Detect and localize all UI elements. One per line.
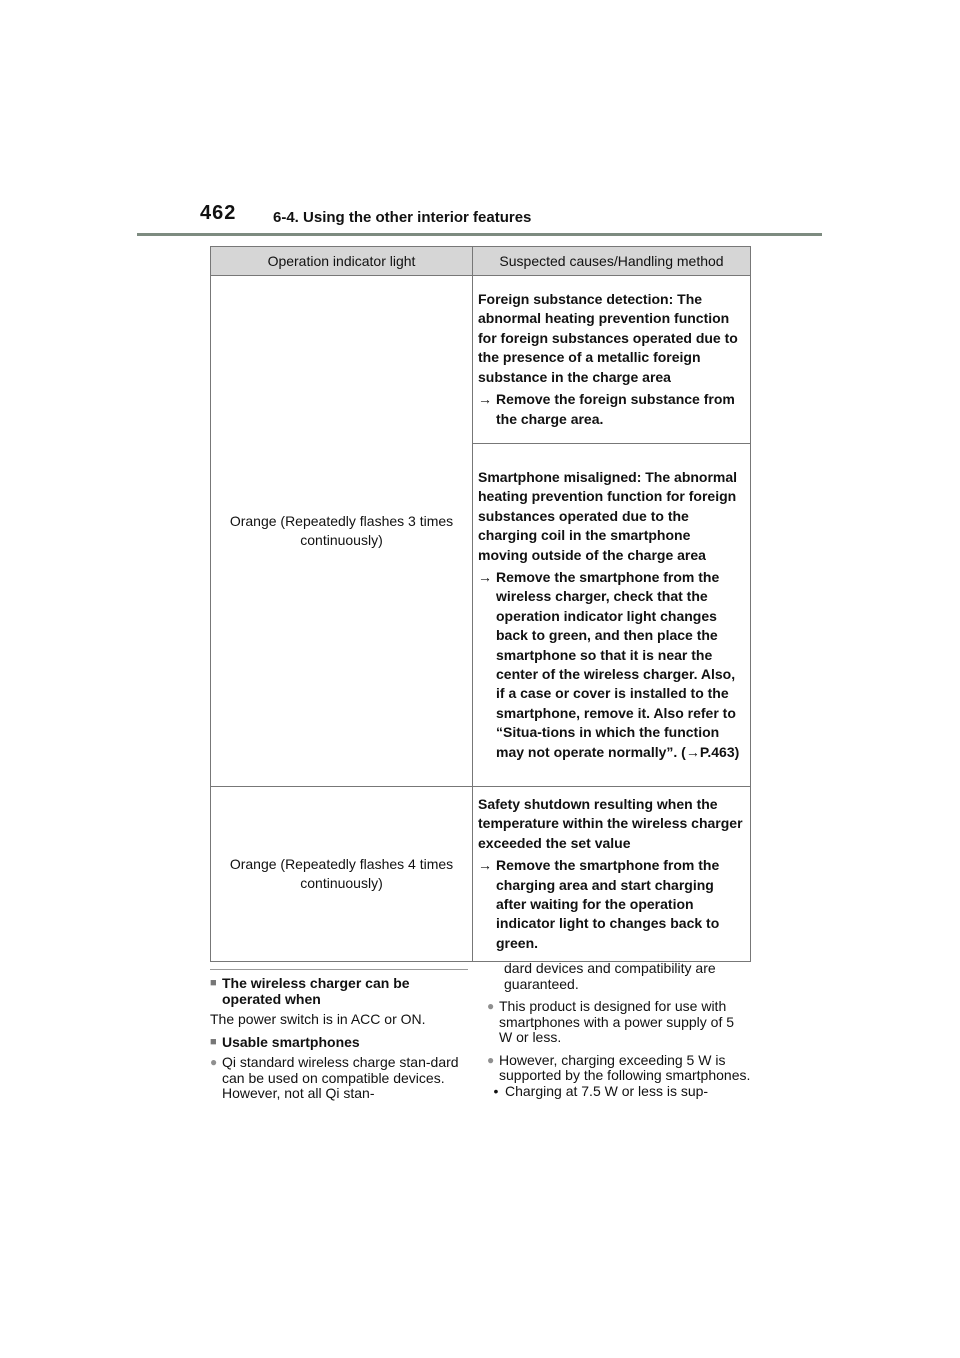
handling-text: Remove the foreign substance from the charge area. [496, 391, 735, 427]
cause-text: Smartphone misaligned: The abnormal heating prevention function for foreign substances operated due to the charging coil in the smartphone moving outside of the charge area [478, 468, 738, 563]
square-bullet-icon: ■ [210, 1035, 217, 1048]
cause-text: Safety shutdown resulting when the temperature within the wireless charger exceeded the set value [478, 796, 743, 851]
list-item [210, 1055, 468, 1102]
sub-list-item-text: Charging at 7.5 W or less is sup- [505, 1082, 709, 1099]
table-header-row [211, 247, 751, 276]
list-item-text: However, charging exceeding 5 W is supported by the following smartphones. [499, 1051, 751, 1083]
indicator-table [210, 246, 751, 962]
divider [210, 969, 468, 970]
arrow-icon: → [478, 857, 492, 874]
right-column [487, 961, 751, 1099]
circle-bullet-icon: ● [210, 1055, 218, 1069]
dot-bullet-icon: • [493, 1082, 499, 1099]
circle-bullet-icon: ● [487, 1052, 495, 1067]
indicator-cell: Orange (Repeatedly flashes 4 times continuously) [211, 787, 473, 962]
handling-method [478, 390, 744, 429]
column-header: Suspected causes/Handling method [473, 247, 751, 276]
left-column [210, 969, 468, 1109]
arrow-icon: → [478, 391, 492, 408]
list-item [487, 999, 751, 1046]
table-row [211, 787, 751, 962]
column-header: Operation indicator light [211, 247, 473, 276]
list-item [487, 1053, 751, 1084]
list-item-text: Qi standard wireless charge stan-dard can be used on compatible devices. However, not all Qi stan- [222, 1054, 459, 1101]
header-rule [137, 233, 822, 236]
indicator-cell: Orange (Repeatedly flashes 3 times continuously) [211, 276, 473, 787]
square-bullet-icon: ■ [210, 977, 217, 989]
table-row [211, 276, 751, 444]
list-item-text: This product is designed for use with smartphones with a power supply of 5 W or less. [499, 998, 735, 1045]
paragraph-continuation: dard devices and compatibility are guaranteed. [504, 960, 716, 992]
section-heading [210, 976, 468, 1007]
paragraph: The power switch is in ACC or ON. [210, 1011, 426, 1027]
cause-text: Foreign substance detection: The abnormal heating prevention function for foreign substances operated due to the presence of a metallic foreign substance in the charge area [478, 291, 738, 385]
circle-bullet-icon: ● [487, 999, 495, 1013]
section-heading [210, 1035, 468, 1051]
section-title: 6-4. Using the other interior features [273, 209, 532, 226]
handling-method [478, 856, 744, 953]
sub-list-item [487, 1084, 751, 1100]
arrow-icon: → [478, 568, 492, 585]
heading-text: The wireless charger can be operated when [222, 975, 410, 1007]
page-number: 462 [200, 202, 237, 224]
handling-method [478, 568, 744, 762]
handling-text: Remove the smartphone from the charging area and start charging after waiting for the operation indicator light to changes back to green. [496, 857, 720, 951]
heading-text: Usable smartphones [222, 1033, 360, 1050]
cause-cell [473, 276, 751, 444]
cause-cell [473, 444, 751, 787]
cause-cell [473, 787, 751, 962]
handling-text: Remove the smartphone from the wireless charger, check that the operation indicator light changes back to green, and then place the smartphone so that it is near the center of the wireless charger. Also, if a case or cover is installed to the smartphone, remove it. Also refer to “Situa-tions in which the function may not operate normally”. (→P.463) [496, 568, 740, 760]
